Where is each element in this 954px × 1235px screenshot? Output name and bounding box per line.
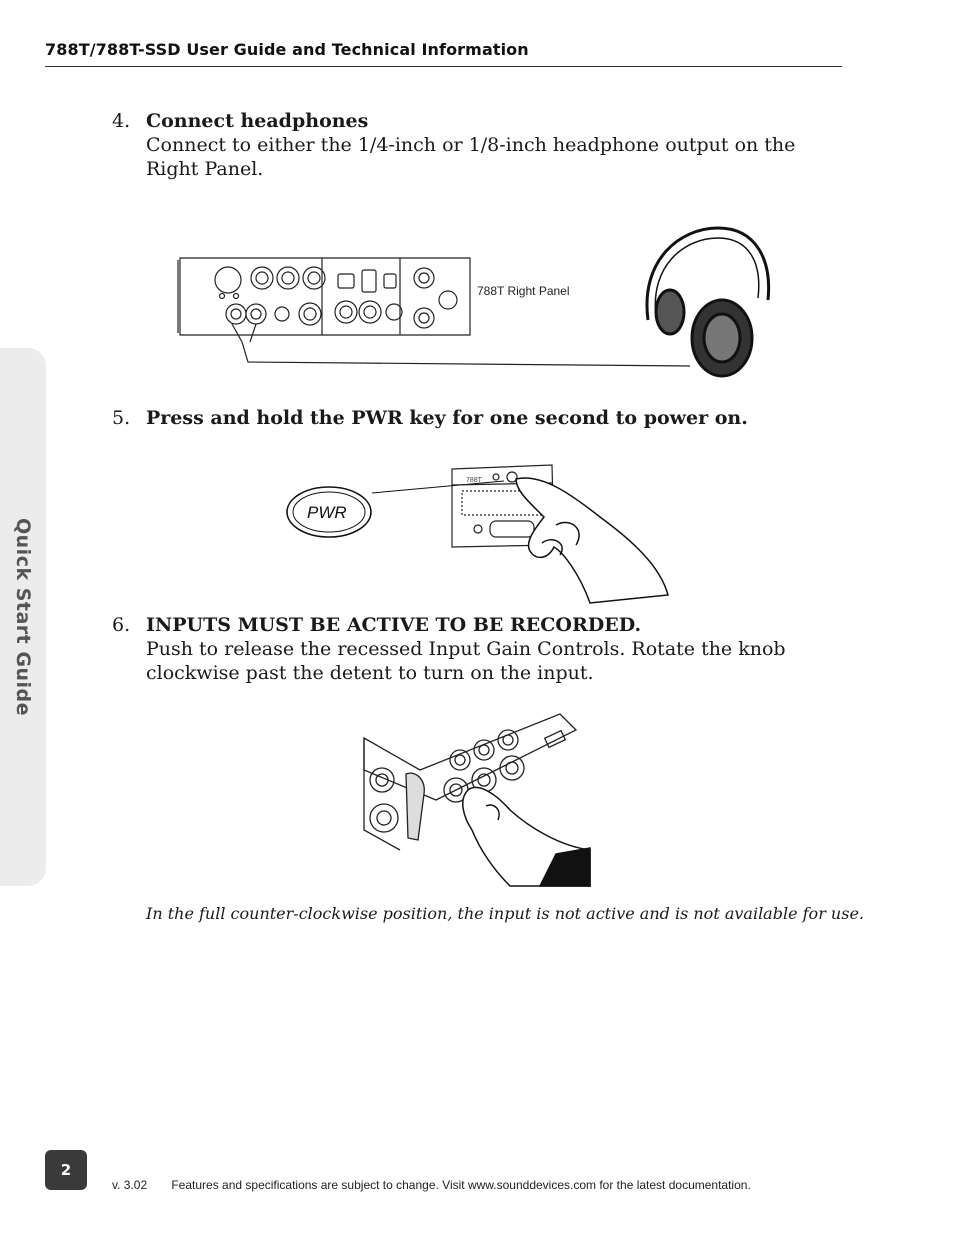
step-number: 6.	[112, 614, 131, 636]
mixer-panel-illustration	[364, 714, 576, 850]
step-number: 5.	[112, 407, 131, 429]
right-panel-label: 788T Right Panel	[477, 284, 570, 298]
header-title: 788T/788T-SSD User Guide and Technical Information	[45, 40, 529, 59]
footer-text: Features and specifications are subject to change. Visit www.sounddevices.com for the latest documentation.	[171, 1178, 751, 1192]
pwr-callout-label: PWR	[307, 503, 347, 522]
right-panel-headphones-figure	[170, 220, 790, 380]
right-panel-illustration	[178, 258, 690, 366]
step-4	[112, 109, 846, 181]
page-footer	[112, 1178, 751, 1192]
input-gain-knob-figure	[360, 710, 592, 888]
footer-version: v. 3.02	[112, 1178, 148, 1192]
hand-illustration	[463, 787, 590, 886]
finger-illustration	[516, 478, 668, 603]
step-description: Connect to either the 1/4-inch or 1/8-inch headphone output on the Right Panel.	[146, 134, 796, 180]
step-5	[112, 406, 846, 430]
step-number: 4.	[112, 110, 131, 132]
side-tab-label: Quick Start Guide	[12, 518, 35, 716]
power-key-figure	[280, 455, 680, 605]
step-title: INPUTS MUST BE ACTIVE TO BE RECORDED.	[146, 614, 642, 636]
step-title: Press and hold the PWR key for one second to power on.	[146, 407, 748, 429]
page-number-badge: 2	[45, 1150, 87, 1190]
headphones-illustration	[647, 228, 769, 376]
inactive-input-note: In the full counter-clockwise position, the input is not active and is not available for use.	[146, 904, 864, 923]
side-tab	[0, 348, 46, 886]
header-rule	[45, 66, 842, 67]
device-badge: 788T	[466, 477, 482, 484]
step-title: Connect headphones	[146, 110, 369, 132]
step-description: Push to release the recessed Input Gain Controls. Rotate the knob clockwise past the detent to turn on the input.	[146, 638, 786, 684]
step-6	[112, 613, 846, 685]
